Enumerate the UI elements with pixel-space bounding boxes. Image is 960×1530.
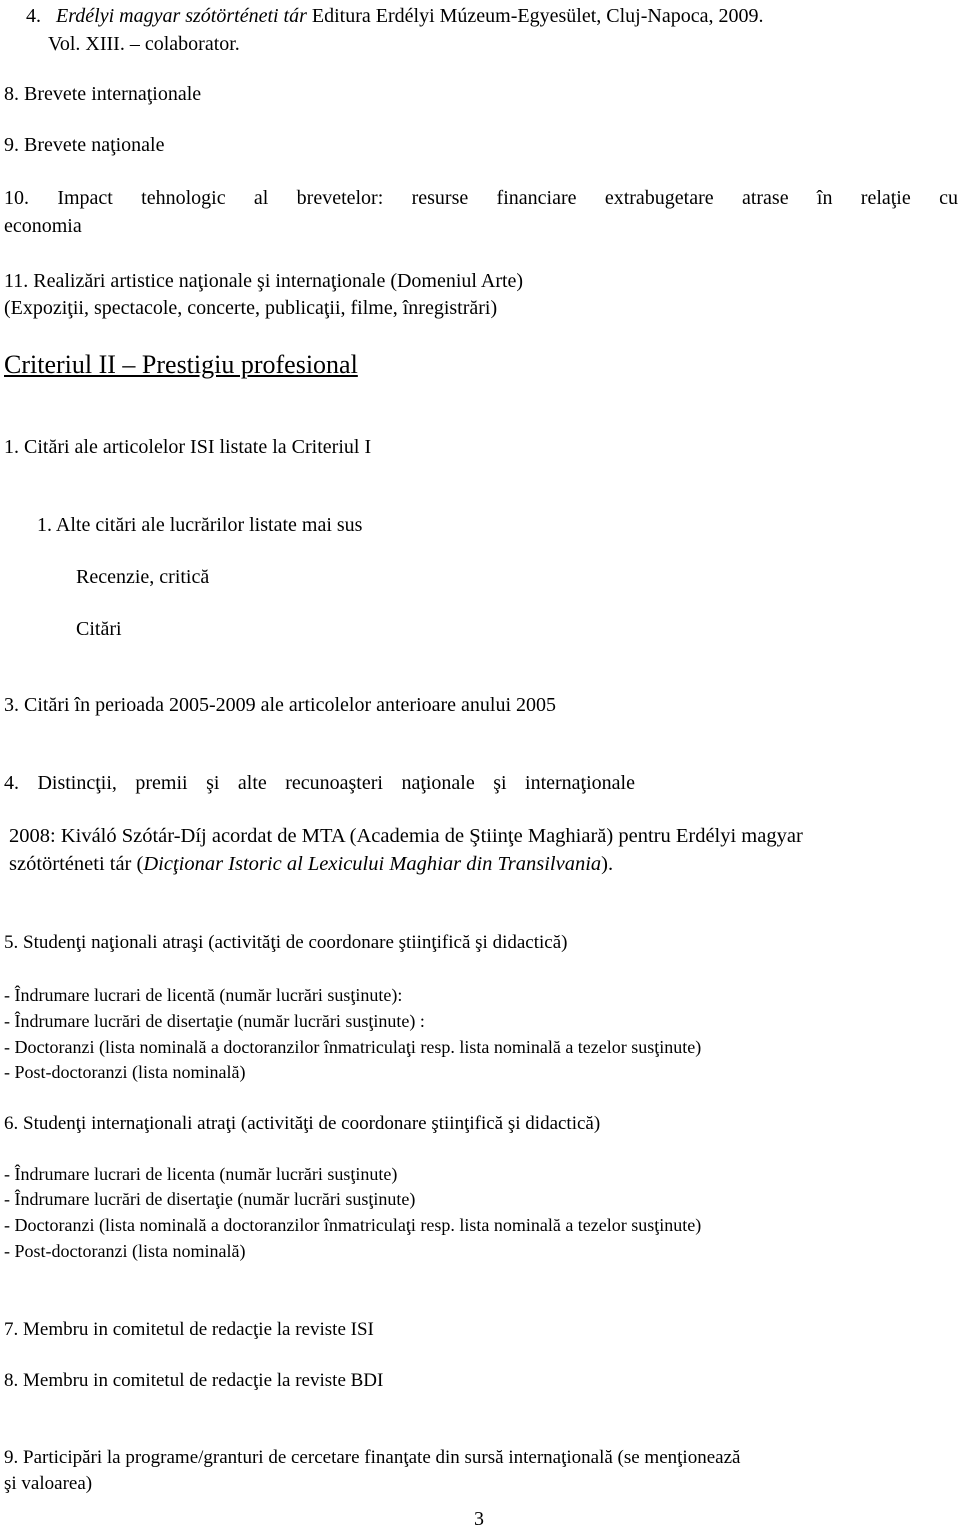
- word: naţionale: [401, 772, 475, 794]
- list-item: - Doctoranzi (lista nominală a doctoranzilor înmatriculaţi resp. lista nominală a tezelor susţinute): [4, 1037, 702, 1057]
- item-citations-period: 3. Citări în perioada 2005-2009 ale articolelor anterioare anului 2005: [4, 694, 557, 716]
- section-9-title: 9. Participări la programe/granturi de cercetare finanţate din sursă internaţională (se menţionează: [4, 1447, 741, 1468]
- word: relaţie: [860, 187, 911, 209]
- word: şi: [493, 772, 507, 794]
- word: şi: [206, 772, 220, 794]
- word: atrase: [741, 187, 789, 209]
- section-7-title: 7. Membru in comitetul de redacţie la reviste ISI: [4, 1319, 374, 1340]
- word: resurse: [411, 187, 469, 209]
- list-item: - Doctoranzi (lista nominală a doctoranzilor înmatriculaţi resp. lista nominală a tezelor susţinute): [4, 1215, 702, 1235]
- publication-entry: [26, 6, 763, 26]
- word: Impact: [57, 187, 113, 209]
- word: tehnologic: [141, 187, 226, 209]
- word: brevetelor:: [296, 187, 384, 209]
- section-10-heading: [4, 188, 958, 208]
- award-title-italic: Dicţionar Istoric al Lexicului Maghiar din Transilvania: [143, 853, 602, 875]
- item-number: 4.: [26, 5, 41, 27]
- item-citations-isi: 1. Citări ale articolelor ISI listate la Criteriul I: [4, 436, 372, 458]
- publication-details: Editura Erdélyi Múzeum-Egyesület, Cluj-Napoca, 2009.: [306, 5, 764, 27]
- word: internaţionale: [525, 772, 635, 794]
- item-distinctions: [4, 773, 635, 793]
- publication-entry-line2: Vol. XIII. – colaborator.: [48, 33, 240, 55]
- section-5-title: 5. Studenţi naţionali atraşi (activităţi de coordonare ştiinţifică şi didactică): [4, 932, 568, 953]
- word: 10.: [4, 187, 29, 209]
- word: cu: [939, 187, 958, 209]
- section-9-title-line2: şi valoarea): [4, 1473, 93, 1494]
- award-text-part: szótörténeti tár (: [9, 853, 144, 875]
- word: în: [816, 187, 833, 209]
- word: recunoaşteri: [285, 772, 383, 794]
- publication-title: Erdélyi magyar szótörténeti tár: [56, 5, 307, 27]
- subitem-citations: Citări: [76, 618, 122, 640]
- section-8-title: 8. Membru in comitetul de redacţie la reviste BDI: [4, 1370, 384, 1391]
- word: extrabugetare: [604, 187, 714, 209]
- subitem-review: Recenzie, critică: [76, 566, 210, 588]
- section-11-heading: 11. Realizări artistice naţionale şi internaţionale (Domeniul Arte): [4, 270, 524, 292]
- word: Distincţii,: [37, 772, 117, 794]
- list-item: - Îndrumare lucrări de disertaţie (număr lucrări susţinute) :: [4, 1011, 425, 1031]
- section-10-heading-line2: economia: [4, 215, 82, 237]
- award-text-line2: [9, 854, 613, 875]
- word: 4.: [4, 772, 19, 794]
- list-item: - Îndrumare lucrări de disertaţie (număr lucrări susţinute): [4, 1189, 416, 1209]
- page-number: 3: [474, 1508, 484, 1530]
- section-6-title: 6. Studenţi internaţionali atraţi (activităţi de coordonare ştiinţifică şi didactică): [4, 1113, 601, 1134]
- award-text: 2008: Kiváló Szótár-Díj acordat de MTA (Academia de Ştiinţe Maghiară) pentru Erdélyi magyar: [9, 825, 803, 847]
- word: al: [253, 187, 269, 209]
- list-item: - Îndrumare lucrari de licenta (număr lucrări susţinute): [4, 1164, 398, 1184]
- word: premii: [135, 772, 188, 794]
- section-11-subtitle: (Expoziţii, spectacole, concerte, publicaţii, filme, înregistrări): [4, 297, 498, 319]
- word: alte: [237, 772, 267, 794]
- section-8-heading: 8. Brevete internaţionale: [4, 83, 202, 105]
- item-other-citations: 1. Alte citări ale lucrărilor listate mai sus: [37, 514, 363, 536]
- list-item: - Post-doctoranzi (lista nominală): [4, 1241, 246, 1261]
- criterion-heading: Criteriul II – Prestigiu profesional: [4, 350, 358, 379]
- list-item: - Îndrumare lucrari de licentă (număr lucrări susţinute):: [4, 985, 403, 1005]
- award-text-part: ).: [601, 853, 614, 875]
- word: financiare: [496, 187, 577, 209]
- list-item: - Post-doctoranzi (lista nominală): [4, 1062, 246, 1082]
- section-9-heading: 9. Brevete naţionale: [4, 134, 165, 156]
